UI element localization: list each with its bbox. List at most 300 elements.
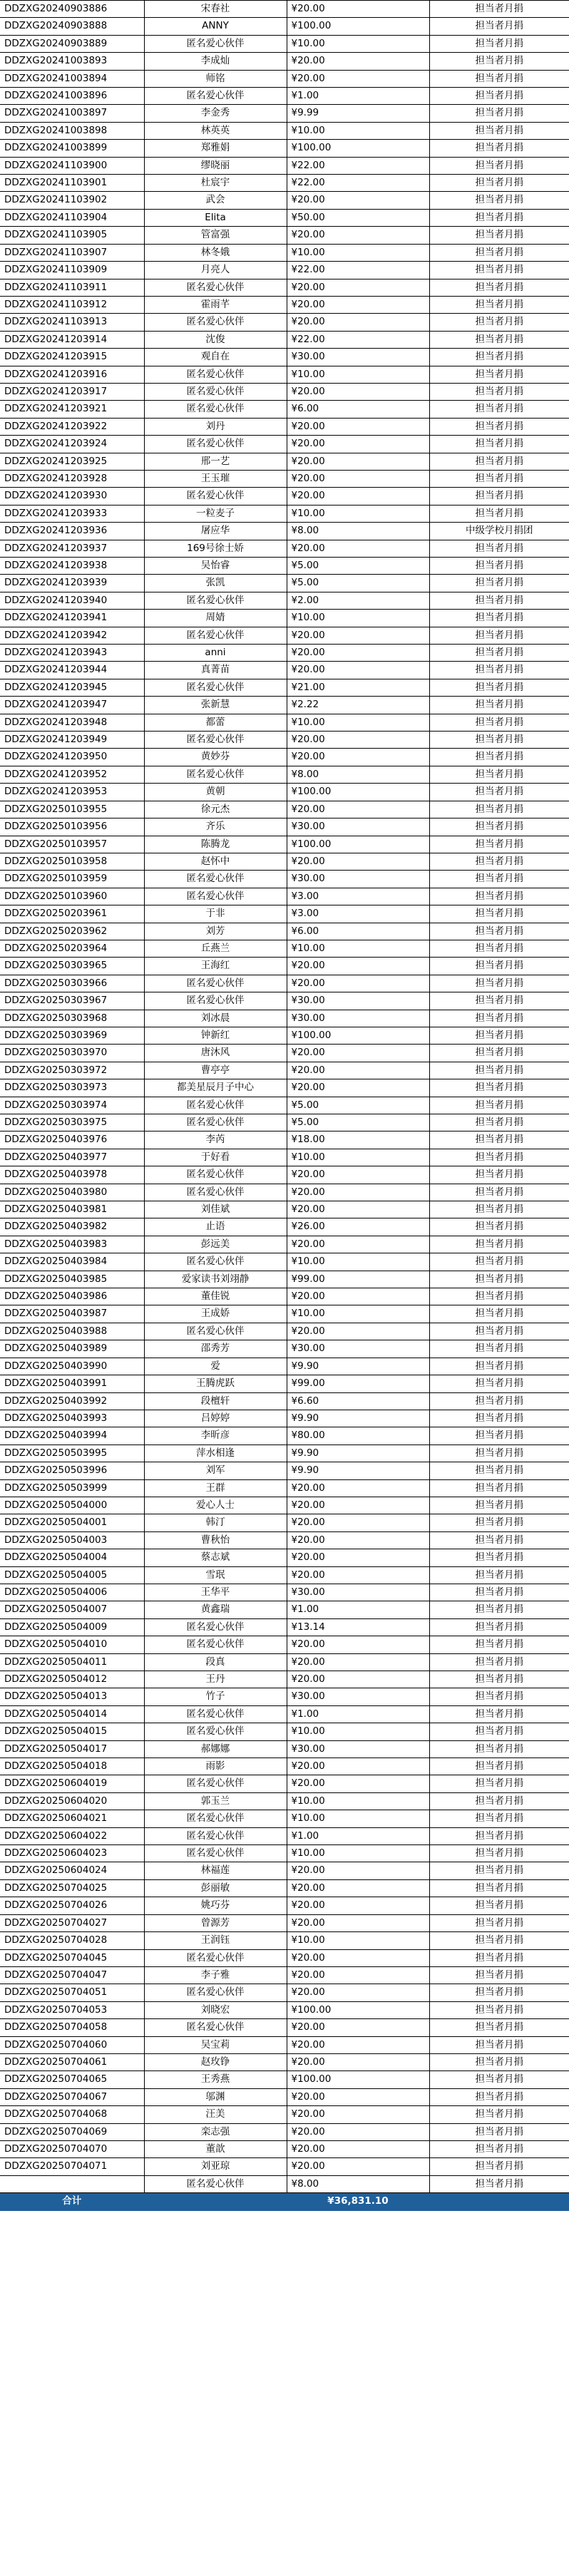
donor-name-cell: 月亮人 — [144, 262, 287, 279]
purpose-cell: 担当者月捐 — [429, 314, 569, 331]
order-id-cell: DDZXG20250604020 — [0, 1792, 144, 1810]
table-row — [0, 1740, 569, 1757]
purpose-cell: 担当者月捐 — [429, 905, 569, 923]
order-id-cell: DDZXG20250504014 — [0, 1705, 144, 1723]
table-row — [0, 366, 569, 383]
donor-name-cell: 王润钰 — [144, 1932, 287, 1949]
table-row — [0, 749, 569, 766]
donor-name-cell: 匿名爱心伙伴 — [144, 314, 287, 331]
amount-cell: ¥1.00 — [287, 1601, 429, 1618]
purpose-cell: 担当者月捐 — [429, 1636, 569, 1653]
amount-cell: ¥22.00 — [287, 175, 429, 192]
amount-cell: ¥20.00 — [287, 70, 429, 87]
purpose-cell: 担当者月捐 — [429, 697, 569, 714]
amount-cell: ¥30.00 — [287, 1340, 429, 1358]
purpose-cell: 担当者月捐 — [429, 1444, 569, 1462]
order-id-cell: DDZXG20241203915 — [0, 349, 144, 366]
table-row — [0, 331, 569, 348]
total-row — [0, 2193, 569, 2211]
table-row — [0, 1340, 569, 1358]
purpose-cell: 担当者月捐 — [429, 2175, 569, 2192]
purpose-cell: 担当者月捐 — [429, 122, 569, 139]
order-id-cell: DDZXG20250403985 — [0, 1271, 144, 1288]
donor-name-cell: 匿名爱心伙伴 — [144, 1949, 287, 1966]
donor-name-cell: 屠应华 — [144, 523, 287, 540]
order-id-cell: DDZXG20250403991 — [0, 1375, 144, 1392]
amount-cell: ¥10.00 — [287, 366, 429, 383]
amount-cell: ¥20.00 — [287, 2036, 429, 2053]
purpose-cell: 担当者月捐 — [429, 940, 569, 957]
amount-cell: ¥10.00 — [287, 1932, 429, 1949]
purpose-cell: 担当者月捐 — [429, 453, 569, 470]
purpose-cell: 担当者月捐 — [429, 1879, 569, 1897]
table-row — [0, 2001, 569, 2018]
order-id-cell: DDZXG20241203937 — [0, 540, 144, 557]
table-row — [0, 122, 569, 139]
table-row — [0, 1671, 569, 1688]
donor-name-cell: 姚巧芬 — [144, 1897, 287, 1914]
order-id-cell: DDZXG20250303966 — [0, 975, 144, 992]
purpose-cell: 担当者月捐 — [429, 2140, 569, 2157]
order-id-cell: DDZXG20250704070 — [0, 2140, 144, 2157]
order-id-cell: DDZXG20241203936 — [0, 523, 144, 540]
order-id-cell: DDZXG20250403981 — [0, 1201, 144, 1218]
order-id-cell: DDZXG20250704053 — [0, 2001, 144, 2018]
table-row — [0, 2106, 569, 2123]
purpose-cell: 担当者月捐 — [429, 488, 569, 505]
purpose-cell: 担当者月捐 — [429, 1045, 569, 1062]
order-id-cell: DDZXG20241103901 — [0, 175, 144, 192]
donor-name-cell: 李成灿 — [144, 53, 287, 70]
donor-name-cell: 周婧 — [144, 610, 287, 627]
amount-cell: ¥20.00 — [287, 1479, 429, 1497]
order-id-cell: DDZXG20250704061 — [0, 2053, 144, 2070]
donor-name-cell: 徐元杰 — [144, 801, 287, 818]
purpose-cell: 担当者月捐 — [429, 836, 569, 853]
amount-cell: ¥10.00 — [287, 940, 429, 957]
donor-name-cell: 沈俊 — [144, 331, 287, 348]
purpose-cell: 担当者月捐 — [429, 592, 569, 609]
table-row — [0, 1253, 569, 1271]
order-id-cell: DDZXG20241203948 — [0, 714, 144, 731]
purpose-cell: 担当者月捐 — [429, 1201, 569, 1218]
donor-name-cell: 蔡志斌 — [144, 1549, 287, 1566]
table-row — [0, 871, 569, 888]
donor-name-cell: 段真 — [144, 1653, 287, 1671]
donor-name-cell: 匿名爱心伙伴 — [144, 35, 287, 52]
donor-name-cell: 汪美 — [144, 2106, 287, 2123]
order-id-cell: DDZXG20250103955 — [0, 801, 144, 818]
order-id-cell: DDZXG20241103907 — [0, 244, 144, 261]
purpose-cell: 担当者月捐 — [429, 645, 569, 662]
donor-name-cell: 都美星辰月子中心 — [144, 1079, 287, 1097]
amount-cell: ¥10.00 — [287, 244, 429, 261]
amount-cell: ¥8.00 — [287, 766, 429, 783]
table-row — [0, 1497, 569, 1514]
purpose-cell: 担当者月捐 — [429, 1932, 569, 1949]
donor-name-cell: 竹子 — [144, 1688, 287, 1705]
donor-name-cell: 李芮 — [144, 1132, 287, 1149]
purpose-cell: 担当者月捐 — [429, 1288, 569, 1305]
order-id-cell: DDZXG20241203924 — [0, 436, 144, 453]
amount-cell: ¥30.00 — [287, 871, 429, 888]
donor-name-cell: 匿名爱心伙伴 — [144, 1845, 287, 1862]
purpose-cell: 担当者月捐 — [429, 1531, 569, 1549]
donor-name-cell: 观自在 — [144, 349, 287, 366]
order-id-cell: DDZXG20240903889 — [0, 35, 144, 52]
order-id-cell: DDZXG20241103905 — [0, 227, 144, 244]
purpose-cell: 担当者月捐 — [429, 2158, 569, 2175]
order-id-cell: DDZXG20250403976 — [0, 1132, 144, 1149]
amount-cell: ¥20.00 — [287, 1531, 429, 1549]
table-row — [0, 349, 569, 366]
order-id-cell: DDZXG20250403977 — [0, 1149, 144, 1166]
table-row — [0, 244, 569, 261]
amount-cell: ¥10.00 — [287, 122, 429, 139]
amount-cell: ¥20.00 — [287, 1775, 429, 1792]
order-id-cell: DDZXG20250303967 — [0, 992, 144, 1010]
table-row — [0, 2088, 569, 2105]
donor-name-cell: 郝娜娜 — [144, 1740, 287, 1757]
order-id-cell: DDZXG20241203922 — [0, 418, 144, 435]
order-id-cell: DDZXG20241203925 — [0, 453, 144, 470]
donor-name-cell: 宋春社 — [144, 1, 287, 18]
table-row — [0, 1827, 569, 1844]
table-row — [0, 627, 569, 644]
order-id-cell: DDZXG20241203953 — [0, 784, 144, 801]
order-id-cell: DDZXG20250303969 — [0, 1027, 144, 1044]
amount-cell: ¥100.00 — [287, 140, 429, 157]
table-row — [0, 1392, 569, 1410]
donor-name-cell: 李金秀 — [144, 105, 287, 122]
table-row — [0, 1149, 569, 1166]
amount-cell: ¥22.00 — [287, 157, 429, 174]
purpose-cell: 担当者月捐 — [429, 888, 569, 905]
amount-cell: ¥1.00 — [287, 1705, 429, 1723]
order-id-cell: DDZXG20250704071 — [0, 2158, 144, 2175]
table-row — [0, 1045, 569, 1062]
table-row — [0, 1636, 569, 1653]
table-row — [0, 1375, 569, 1392]
amount-cell: ¥10.00 — [287, 1810, 429, 1827]
donor-name-cell: 吕婷婷 — [144, 1410, 287, 1427]
table-row — [0, 836, 569, 853]
table-row — [0, 1775, 569, 1792]
amount-cell: ¥20.00 — [287, 1062, 429, 1079]
table-row — [0, 1758, 569, 1775]
purpose-cell: 担当者月捐 — [429, 871, 569, 888]
order-id-cell: DDZXG20250303970 — [0, 1045, 144, 1062]
amount-cell: ¥100.00 — [287, 836, 429, 853]
order-id-cell: DDZXG20250504011 — [0, 1653, 144, 1671]
amount-cell: ¥8.00 — [287, 523, 429, 540]
amount-cell: ¥20.00 — [287, 279, 429, 296]
donor-name-cell: 吴怡睿 — [144, 558, 287, 575]
donor-name-cell: 匿名爱心伙伴 — [144, 1810, 287, 1827]
table-row — [0, 1618, 569, 1636]
order-id-cell: DDZXG20250504012 — [0, 1671, 144, 1688]
purpose-cell: 担当者月捐 — [429, 1358, 569, 1375]
donor-name-cell: 匿名爱心伙伴 — [144, 1097, 287, 1114]
table-row — [0, 53, 569, 70]
purpose-cell: 担当者月捐 — [429, 992, 569, 1010]
table-row — [0, 1479, 569, 1497]
order-id-cell: DDZXG20250704028 — [0, 1932, 144, 1949]
table-row — [0, 610, 569, 627]
donor-name-cell: 刘冰晨 — [144, 1010, 287, 1027]
order-id-cell: DDZXG20250504018 — [0, 1758, 144, 1775]
amount-cell: ¥20.00 — [287, 436, 429, 453]
donor-name-cell: 刘晓宏 — [144, 2001, 287, 2018]
donor-name-cell: 王腾虎跃 — [144, 1375, 287, 1392]
order-id-cell — [0, 2175, 144, 2192]
amount-cell: ¥2.22 — [287, 697, 429, 714]
purpose-cell: 担当者月捐 — [429, 1427, 569, 1444]
order-id-cell: DDZXG20250604024 — [0, 1862, 144, 1879]
purpose-cell: 担当者月捐 — [429, 418, 569, 435]
order-id-cell: DDZXG20241003897 — [0, 105, 144, 122]
table-row — [0, 1444, 569, 1462]
order-id-cell: DDZXG20240903886 — [0, 1, 144, 18]
donor-name-cell: 匿名爱心伙伴 — [144, 871, 287, 888]
table-row — [0, 905, 569, 923]
purpose-cell: 担当者月捐 — [429, 1758, 569, 1775]
amount-cell: ¥20.00 — [287, 2019, 429, 2036]
amount-cell: ¥20.00 — [287, 975, 429, 992]
purpose-cell: 担当者月捐 — [429, 1584, 569, 1601]
purpose-cell: 担当者月捐 — [429, 575, 569, 592]
donor-name-cell: 匿名爱心伙伴 — [144, 401, 287, 418]
order-id-cell: DDZXG20241203938 — [0, 558, 144, 575]
donor-name-cell: 萍水相逢 — [144, 1444, 287, 1462]
donor-name-cell: 匿名爱心伙伴 — [144, 1705, 287, 1723]
amount-cell: ¥10.00 — [287, 505, 429, 522]
order-id-cell: DDZXG20250303973 — [0, 1079, 144, 1097]
table-row — [0, 505, 569, 522]
order-id-cell: DDZXG20241203950 — [0, 749, 144, 766]
purpose-cell: 担当者月捐 — [429, 53, 569, 70]
order-id-cell: DDZXG20250704026 — [0, 1897, 144, 1914]
donor-name-cell: 于非 — [144, 905, 287, 923]
order-id-cell: DDZXG20250704025 — [0, 1879, 144, 1897]
amount-cell: ¥50.00 — [287, 209, 429, 226]
table-row — [0, 1966, 569, 1984]
order-id-cell: DDZXG20250403983 — [0, 1236, 144, 1253]
donor-name-cell: 匿名爱心伙伴 — [144, 1618, 287, 1636]
amount-cell: ¥20.00 — [287, 749, 429, 766]
donor-name-cell: 彭丽敏 — [144, 1879, 287, 1897]
donor-name-cell: 刘芳 — [144, 923, 287, 940]
order-id-cell: DDZXG20250504015 — [0, 1723, 144, 1740]
amount-cell: ¥9.90 — [287, 1410, 429, 1427]
donor-name-cell: 李子雅 — [144, 1966, 287, 1984]
order-id-cell: DDZXG20250303965 — [0, 958, 144, 975]
table-row — [0, 279, 569, 296]
donor-name-cell: 匿名爱心伙伴 — [144, 1984, 287, 2001]
table-row — [0, 888, 569, 905]
amount-cell: ¥9.90 — [287, 1358, 429, 1375]
table-row — [0, 2036, 569, 2053]
amount-cell: ¥6.60 — [287, 1392, 429, 1410]
order-id-cell: DDZXG20250504013 — [0, 1688, 144, 1705]
purpose-cell: 担当者月捐 — [429, 1705, 569, 1723]
order-id-cell: DDZXG20250403988 — [0, 1323, 144, 1340]
donor-name-cell: 霍雨芊 — [144, 296, 287, 313]
purpose-cell: 担当者月捐 — [429, 1897, 569, 1914]
donor-name-cell: 匿名爱心伙伴 — [144, 888, 287, 905]
table-row — [0, 470, 569, 487]
donor-name-cell: 林福莲 — [144, 1862, 287, 1879]
table-row — [0, 992, 569, 1010]
amount-cell: ¥6.00 — [287, 923, 429, 940]
table-row — [0, 70, 569, 87]
order-id-cell: DDZXG20241203914 — [0, 331, 144, 348]
table-row — [0, 488, 569, 505]
order-id-cell: DDZXG20240903888 — [0, 18, 144, 35]
order-id-cell: DDZXG20250704051 — [0, 1984, 144, 2001]
donor-name-cell: 张凯 — [144, 575, 287, 592]
purpose-cell: 担当者月捐 — [429, 1845, 569, 1862]
purpose-cell: 担当者月捐 — [429, 1497, 569, 1514]
table-row — [0, 2071, 569, 2088]
purpose-cell: 担当者月捐 — [429, 1949, 569, 1966]
donor-name-cell: 匿名爱心伙伴 — [144, 383, 287, 400]
donor-name-cell: 曹亭亭 — [144, 1062, 287, 1079]
amount-cell: ¥20.00 — [287, 1045, 429, 1062]
table-row — [0, 105, 569, 122]
amount-cell: ¥100.00 — [287, 2071, 429, 2088]
amount-cell: ¥20.00 — [287, 627, 429, 644]
purpose-cell: 担当者月捐 — [429, 1410, 569, 1427]
donor-name-cell: 邬渊 — [144, 2088, 287, 2105]
purpose-cell: 担当者月捐 — [429, 1653, 569, 1671]
purpose-cell: 担当者月捐 — [429, 157, 569, 174]
donor-name-cell: 黄鑫瑞 — [144, 1601, 287, 1618]
table-row — [0, 1723, 569, 1740]
purpose-cell: 担当者月捐 — [429, 1305, 569, 1323]
order-id-cell: DDZXG20250503999 — [0, 1479, 144, 1497]
table-row — [0, 2019, 569, 2036]
table-row — [0, 1932, 569, 1949]
table-row — [0, 1027, 569, 1044]
purpose-cell: 担当者月捐 — [429, 209, 569, 226]
order-id-cell: DDZXG20250103960 — [0, 888, 144, 905]
table-row — [0, 1010, 569, 1027]
order-id-cell: DDZXG20250504010 — [0, 1636, 144, 1653]
order-id-cell: DDZXG20241103900 — [0, 157, 144, 174]
donor-name-cell: 邢一艺 — [144, 453, 287, 470]
order-id-cell: DDZXG20241203952 — [0, 766, 144, 783]
amount-cell: ¥20.00 — [287, 1758, 429, 1775]
amount-cell: ¥6.00 — [287, 401, 429, 418]
table-row — [0, 296, 569, 313]
donor-name-cell: 匿名爱心伙伴 — [144, 1775, 287, 1792]
order-id-cell: DDZXG20241203947 — [0, 697, 144, 714]
purpose-cell: 担当者月捐 — [429, 819, 569, 836]
table-row — [0, 1201, 569, 1218]
purpose-cell: 担当者月捐 — [429, 2019, 569, 2036]
order-id-cell: DDZXG20250704068 — [0, 2106, 144, 2123]
purpose-cell: 担当者月捐 — [429, 732, 569, 749]
amount-cell: ¥20.00 — [287, 1, 429, 18]
purpose-cell: 担当者月捐 — [429, 331, 569, 348]
purpose-cell: 担当者月捐 — [429, 1236, 569, 1253]
amount-cell: ¥20.00 — [287, 1566, 429, 1584]
table-row — [0, 1514, 569, 1531]
amount-cell: ¥20.00 — [287, 540, 429, 557]
order-id-cell: DDZXG20241103902 — [0, 192, 144, 209]
table-row — [0, 140, 569, 157]
order-id-cell: DDZXG20241203928 — [0, 470, 144, 487]
order-id-cell: DDZXG20250704047 — [0, 1966, 144, 1984]
purpose-cell: 担当者月捐 — [429, 679, 569, 696]
amount-cell: ¥5.00 — [287, 1114, 429, 1132]
order-id-cell: DDZXG20250604021 — [0, 1810, 144, 1827]
amount-cell: ¥2.00 — [287, 592, 429, 609]
purpose-cell: 担当者月捐 — [429, 610, 569, 627]
amount-cell: ¥100.00 — [287, 784, 429, 801]
amount-cell: ¥20.00 — [287, 1201, 429, 1218]
order-id-cell: DDZXG20241203940 — [0, 592, 144, 609]
purpose-cell: 担当者月捐 — [429, 140, 569, 157]
amount-cell: ¥10.00 — [287, 1845, 429, 1862]
order-id-cell: DDZXG20241103904 — [0, 209, 144, 226]
amount-cell: ¥20.00 — [287, 1288, 429, 1305]
purpose-cell: 担当者月捐 — [429, 262, 569, 279]
table-row — [0, 18, 569, 35]
donor-name-cell: 丘燕兰 — [144, 940, 287, 957]
purpose-cell: 担当者月捐 — [429, 2088, 569, 2105]
donor-name-cell: 王成娇 — [144, 1305, 287, 1323]
amount-cell: ¥20.00 — [287, 801, 429, 818]
amount-cell: ¥20.00 — [287, 470, 429, 487]
purpose-cell: 担当者月捐 — [429, 1340, 569, 1358]
purpose-cell: 担当者月捐 — [429, 366, 569, 383]
table-row — [0, 819, 569, 836]
purpose-cell: 担当者月捐 — [429, 1827, 569, 1844]
table-row — [0, 1549, 569, 1566]
purpose-cell: 担当者月捐 — [429, 175, 569, 192]
amount-cell: ¥20.00 — [287, 1862, 429, 1879]
donor-name-cell: 匿名爱心伙伴 — [144, 1723, 287, 1740]
purpose-cell: 担当者月捐 — [429, 1, 569, 18]
donor-name-cell: 匿名爱心伙伴 — [144, 366, 287, 383]
table-row — [0, 853, 569, 870]
amount-cell: ¥20.00 — [287, 314, 429, 331]
table-row — [0, 1792, 569, 1810]
amount-cell: ¥30.00 — [287, 349, 429, 366]
table-row — [0, 1462, 569, 1479]
order-id-cell: DDZXG20250504003 — [0, 1531, 144, 1549]
table-row — [0, 1897, 569, 1914]
donor-name-cell: 匿名爱心伙伴 — [144, 592, 287, 609]
purpose-cell: 担当者月捐 — [429, 2071, 569, 2088]
donor-name-cell: 张新慧 — [144, 697, 287, 714]
donor-name-cell: 匿名爱心伙伴 — [144, 1827, 287, 1844]
donor-name-cell: 匿名爱心伙伴 — [144, 992, 287, 1010]
purpose-cell: 担当者月捐 — [429, 1323, 569, 1340]
donor-name-cell: 匿名爱心伙伴 — [144, 975, 287, 992]
table-row — [0, 2123, 569, 2140]
table-row — [0, 523, 569, 540]
order-id-cell: DDZXG20250403987 — [0, 1305, 144, 1323]
amount-cell: ¥20.00 — [287, 958, 429, 975]
order-id-cell: DDZXG20241203942 — [0, 627, 144, 644]
table-row — [0, 1062, 569, 1079]
donor-name-cell: 真菁苗 — [144, 662, 287, 679]
purpose-cell: 担当者月捐 — [429, 1862, 569, 1879]
amount-cell: ¥22.00 — [287, 331, 429, 348]
